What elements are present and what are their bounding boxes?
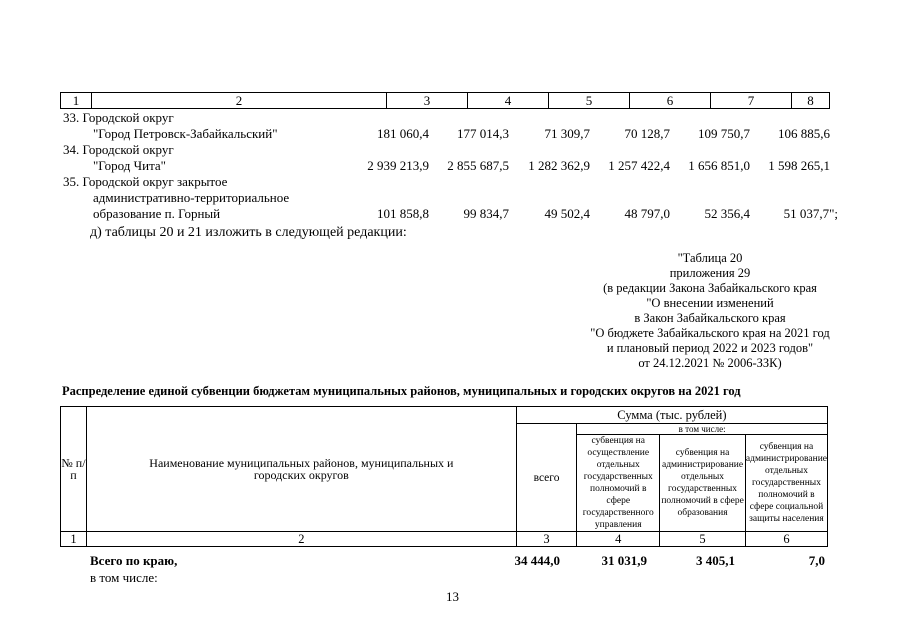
row-name-line: 35. Городской округ закрытое	[63, 174, 228, 189]
cell-value: 49 502,4	[544, 206, 590, 221]
col-number: 6	[745, 532, 827, 547]
col-number: 2	[86, 532, 516, 547]
total-label: Всего по краю,	[90, 553, 178, 568]
reference-line: (в редакции Закона Забайкальского края	[603, 281, 817, 295]
cell-value: 70 128,7	[624, 126, 670, 141]
cell-value: 1 656 851,0	[688, 158, 750, 173]
col-header-1: 1	[61, 93, 92, 109]
col-header-7: 7	[711, 93, 792, 109]
col-header-8: 8	[792, 93, 830, 109]
cell-value: 106 885,6	[778, 126, 830, 141]
subvention-table	[60, 406, 828, 547]
cell-value: 1 282 362,9	[528, 158, 590, 173]
total-value: 34 444,0	[514, 553, 560, 568]
total-value: 3 405,1	[696, 553, 735, 568]
col-num-header: № п/п	[61, 407, 87, 532]
table-row	[60, 174, 840, 222]
row-name-line: 33. Городской округ	[63, 110, 174, 125]
cell-value: 2 939 213,9	[367, 158, 429, 173]
cell-value: 177 014,3	[457, 126, 509, 141]
subcol-header-social: субвенция на администрирование отдельных государственных полномочий в сфере социальной защиты населения	[745, 435, 827, 532]
continuation-table-header	[60, 92, 830, 109]
row-name-line: образование п. Горный	[93, 206, 221, 221]
row-name-line: "Город Петровск-Забайкальский"	[93, 126, 278, 141]
col-total-header: всего	[516, 424, 576, 532]
col-number: 4	[577, 532, 660, 547]
reference-line: от 24.12.2021 № 2006-ЗЗК)	[638, 356, 782, 370]
col-header-3: 3	[387, 93, 468, 109]
total-value: 7,0	[808, 553, 825, 568]
cell-value: 181 060,4	[377, 126, 429, 141]
reference-line: приложения 29	[669, 266, 751, 280]
table-reference-block	[560, 251, 860, 371]
col-number: 1	[61, 532, 87, 547]
row-name-line: административно-территориальное	[93, 190, 290, 205]
cell-value: 2 855 687,5	[447, 158, 509, 173]
cell-value: 51 037,7";	[783, 206, 838, 221]
cell-value: 48 797,0	[624, 206, 670, 221]
table-title: Распределение единой субвенции бюджетам муниципальных районов, муниципальных и городских округов на 2021 год	[62, 384, 741, 398]
reference-line: "Таблица 20	[677, 251, 743, 265]
col-header-4: 4	[468, 93, 549, 109]
col-number: 5	[660, 532, 746, 547]
cell-value: 52 356,4	[704, 206, 750, 221]
col-header-2: 2	[92, 93, 387, 109]
cell-value: 99 834,7	[463, 206, 509, 221]
cell-value: 71 309,7	[544, 126, 590, 141]
subcol-header-gov: субвенция на осуществление отдельных государственных полномочий в сфере государственного управления	[577, 435, 660, 532]
reference-line: "О внесении изменений	[646, 296, 774, 310]
reference-line: в Закон Забайкальского края	[634, 311, 786, 325]
page-number: 13	[446, 589, 459, 604]
including-label: в том числе:	[90, 570, 158, 585]
table-row	[60, 142, 840, 174]
col-number: 3	[516, 532, 576, 547]
row-name-line: "Город Чита"	[93, 158, 166, 173]
table-row	[60, 110, 840, 142]
including-header: в том числе:	[577, 424, 828, 435]
row-name-line: 34. Городской округ	[63, 142, 174, 157]
col-header-5: 5	[549, 93, 630, 109]
total-value: 31 031,9	[601, 553, 647, 568]
cell-value: 1 257 422,4	[608, 158, 670, 173]
col-name-header: Наименование муниципальных районов, муниципальных и городских округов	[86, 407, 516, 532]
cell-value: 101 858,8	[377, 206, 429, 221]
subcol-header-edu: субвенция на администрирование отдельных государственных полномочий в сфере образования	[660, 435, 746, 532]
reference-line: "О бюджете Забайкальского края на 2021 год	[590, 326, 830, 340]
reference-line: и плановый период 2022 и 2023 годов"	[606, 341, 814, 355]
amendment-text: д) таблицы 20 и 21 изложить в следующей редакции:	[90, 225, 407, 240]
col-header-6: 6	[630, 93, 711, 109]
cell-value: 1 598 265,1	[768, 158, 830, 173]
cell-value: 109 750,7	[698, 126, 750, 141]
sum-header: Сумма (тыс. рублей)	[516, 407, 827, 424]
